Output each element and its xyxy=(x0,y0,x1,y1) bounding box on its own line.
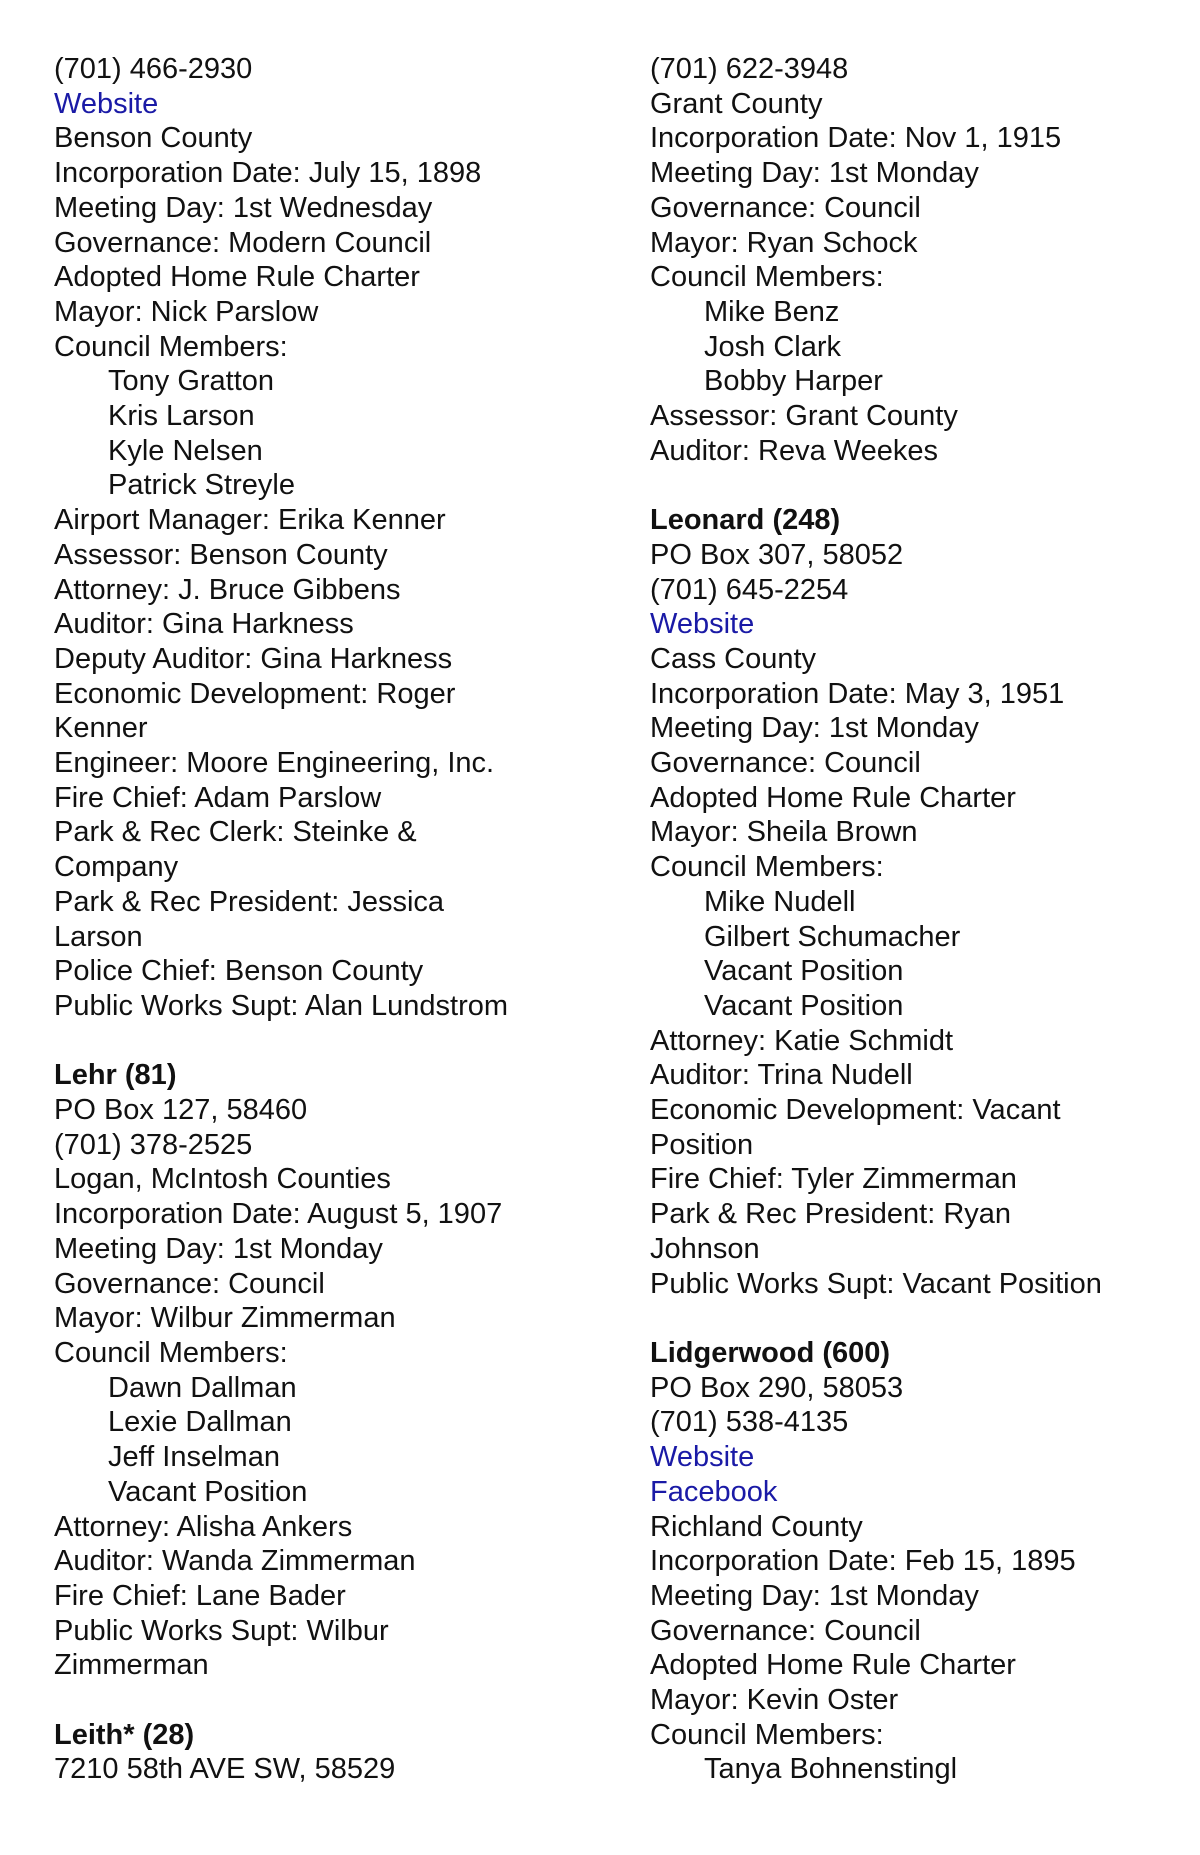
directory-line: Meeting Day: 1st Monday xyxy=(650,712,979,745)
directory-line: Governance: Council xyxy=(650,191,921,224)
directory-line: Richland County xyxy=(650,1510,863,1543)
directory-line: Mayor: Sheila Brown xyxy=(650,816,918,849)
city-heading-leonard-248: Leonard (248) xyxy=(650,504,841,537)
directory-line: Incorporation Date: Feb 15, 1895 xyxy=(650,1545,1076,1578)
directory-line: Park & Rec President: Jessica xyxy=(54,885,445,918)
directory-line: Auditor: Trina Nudell xyxy=(650,1059,913,1092)
directory-line: Council Members: xyxy=(650,851,884,884)
directory-line: Governance: Council xyxy=(650,1614,921,1647)
directory-line: Incorporation Date: Nov 1, 1915 xyxy=(650,122,1062,155)
directory-line: Incorporation Date: July 15, 1898 xyxy=(54,157,482,190)
directory-line: Benson County xyxy=(54,122,253,155)
facebook-link[interactable]: Facebook xyxy=(650,1475,778,1508)
city-heading-lidgerwood-600: Lidgerwood (600) xyxy=(650,1336,891,1369)
left-column xyxy=(54,52,554,1787)
directory-line: (701) 645-2254 xyxy=(650,573,849,606)
council-member-name: Gilbert Schumacher xyxy=(704,920,961,953)
directory-line: (701) 466-2930 xyxy=(54,53,253,85)
website-link[interactable]: Website xyxy=(650,608,755,641)
directory-line: Johnson xyxy=(650,1232,760,1265)
council-member-name: Vacant Position xyxy=(704,955,904,988)
directory-line: Airport Manager: Erika Kenner xyxy=(54,504,446,537)
council-member-name: Dawn Dallman xyxy=(108,1371,297,1404)
council-member-name: Patrick Streyle xyxy=(108,469,295,502)
city-heading-leith-28: Leith* (28) xyxy=(54,1718,195,1751)
directory-line: Fire Chief: Adam Parslow xyxy=(54,781,382,814)
directory-line: Engineer: Moore Engineering, Inc. xyxy=(54,747,495,780)
directory-line: Position xyxy=(650,1128,754,1161)
directory-line: Kenner xyxy=(54,712,148,745)
directory-line: Public Works Supt: Wilbur xyxy=(54,1614,389,1647)
directory-line: Mayor: Ryan Schock xyxy=(650,226,918,259)
section-spacer xyxy=(650,1301,1180,1336)
directory-line: Adopted Home Rule Charter xyxy=(650,781,1016,814)
directory-line: Meeting Day: 1st Monday xyxy=(650,157,979,190)
directory-line: Auditor: Reva Weekes xyxy=(650,434,938,467)
directory-line: Auditor: Gina Harkness xyxy=(54,608,354,641)
council-member-name: Mike Benz xyxy=(704,295,840,328)
section-spacer xyxy=(650,468,1180,503)
directory-line: Meeting Day: 1st Wednesday xyxy=(54,191,433,224)
council-member-name: Tony Gratton xyxy=(108,365,275,398)
directory-line: Public Works Supt: Vacant Position xyxy=(650,1267,1102,1300)
council-member-name: Mike Nudell xyxy=(704,885,856,918)
directory-line: Park & Rec Clerk: Steinke & xyxy=(54,816,417,849)
directory-line: Police Chief: Benson County xyxy=(54,955,424,988)
city-heading-lehr-81: Lehr (81) xyxy=(54,1059,177,1092)
directory-line: Economic Development: Roger xyxy=(54,677,456,710)
directory-line: Logan, McIntosh Counties xyxy=(54,1163,391,1196)
council-member-name: Josh Clark xyxy=(704,330,841,363)
directory-line: Council Members: xyxy=(650,261,884,294)
council-member-name: Bobby Harper xyxy=(704,365,883,398)
directory-line: Council Members: xyxy=(54,330,288,363)
directory-line: Incorporation Date: May 3, 1951 xyxy=(650,677,1065,710)
directory-line: Larson xyxy=(54,920,143,953)
directory-line: Governance: Council xyxy=(54,1267,325,1300)
directory-line: Company xyxy=(54,851,179,884)
directory-line: Attorney: Alisha Ankers xyxy=(54,1510,353,1543)
directory-line: Economic Development: Vacant xyxy=(650,1094,1061,1127)
directory-line: 7210 58th AVE SW, 58529 xyxy=(54,1753,396,1786)
directory-line: Adopted Home Rule Charter xyxy=(650,1649,1016,1682)
directory-line: Meeting Day: 1st Monday xyxy=(54,1232,383,1265)
directory-line: Assessor: Grant County xyxy=(650,400,958,433)
council-member-name: Jeff Inselman xyxy=(108,1441,280,1474)
directory-line: Council Members: xyxy=(650,1718,884,1751)
directory-line: Attorney: Katie Schmidt xyxy=(650,1024,954,1057)
directory-line: PO Box 307, 58052 xyxy=(650,538,904,571)
directory-line: Park & Rec President: Ryan xyxy=(650,1198,1012,1231)
council-member-name: Tanya Bohnenstingl xyxy=(704,1753,958,1786)
directory-line: Zimmerman xyxy=(54,1649,209,1682)
directory-line: Adopted Home Rule Charter xyxy=(54,261,420,294)
directory-line: Mayor: Nick Parslow xyxy=(54,295,319,328)
council-member-name: Kris Larson xyxy=(108,400,255,433)
section-spacer xyxy=(54,1024,554,1059)
directory-line: Assessor: Benson County xyxy=(54,538,388,571)
directory-line: Governance: Modern Council xyxy=(54,226,432,259)
directory-line: Meeting Day: 1st Monday xyxy=(650,1579,979,1612)
directory-line: Fire Chief: Lane Bader xyxy=(54,1579,346,1612)
directory-line: Attorney: J. Bruce Gibbens xyxy=(54,573,401,606)
council-member-name: Kyle Nelsen xyxy=(108,434,263,467)
directory-line: Public Works Supt: Alan Lundstrom xyxy=(54,989,509,1022)
directory-line: Grant County xyxy=(650,87,823,120)
directory-line: (701) 622-3948 xyxy=(650,53,849,85)
directory-line: Cass County xyxy=(650,642,817,675)
council-member-name: Lexie Dallman xyxy=(108,1406,292,1439)
right-column xyxy=(650,52,1180,1787)
directory-line: Governance: Council xyxy=(650,747,921,780)
directory-line: Mayor: Kevin Oster xyxy=(650,1684,899,1717)
directory-line: Fire Chief: Tyler Zimmerman xyxy=(650,1163,1017,1196)
directory-line: (701) 538-4135 xyxy=(650,1406,849,1439)
directory-line: Council Members: xyxy=(54,1337,288,1369)
website-link[interactable]: Website xyxy=(650,1441,755,1474)
council-member-name: Vacant Position xyxy=(108,1475,308,1508)
directory-line: Incorporation Date: August 5, 1907 xyxy=(54,1198,503,1231)
directory-line: Mayor: Wilbur Zimmerman xyxy=(54,1302,396,1335)
section-spacer xyxy=(54,1683,554,1718)
directory-line: PO Box 290, 58053 xyxy=(650,1371,904,1404)
directory-line: (701) 378-2525 xyxy=(54,1128,253,1161)
directory-line: Deputy Auditor: Gina Harkness xyxy=(54,642,453,675)
website-link[interactable]: Website xyxy=(54,87,159,120)
directory-line: PO Box 127, 58460 xyxy=(54,1094,308,1127)
directory-line: Auditor: Wanda Zimmerman xyxy=(54,1545,416,1578)
council-member-name: Vacant Position xyxy=(704,989,904,1022)
